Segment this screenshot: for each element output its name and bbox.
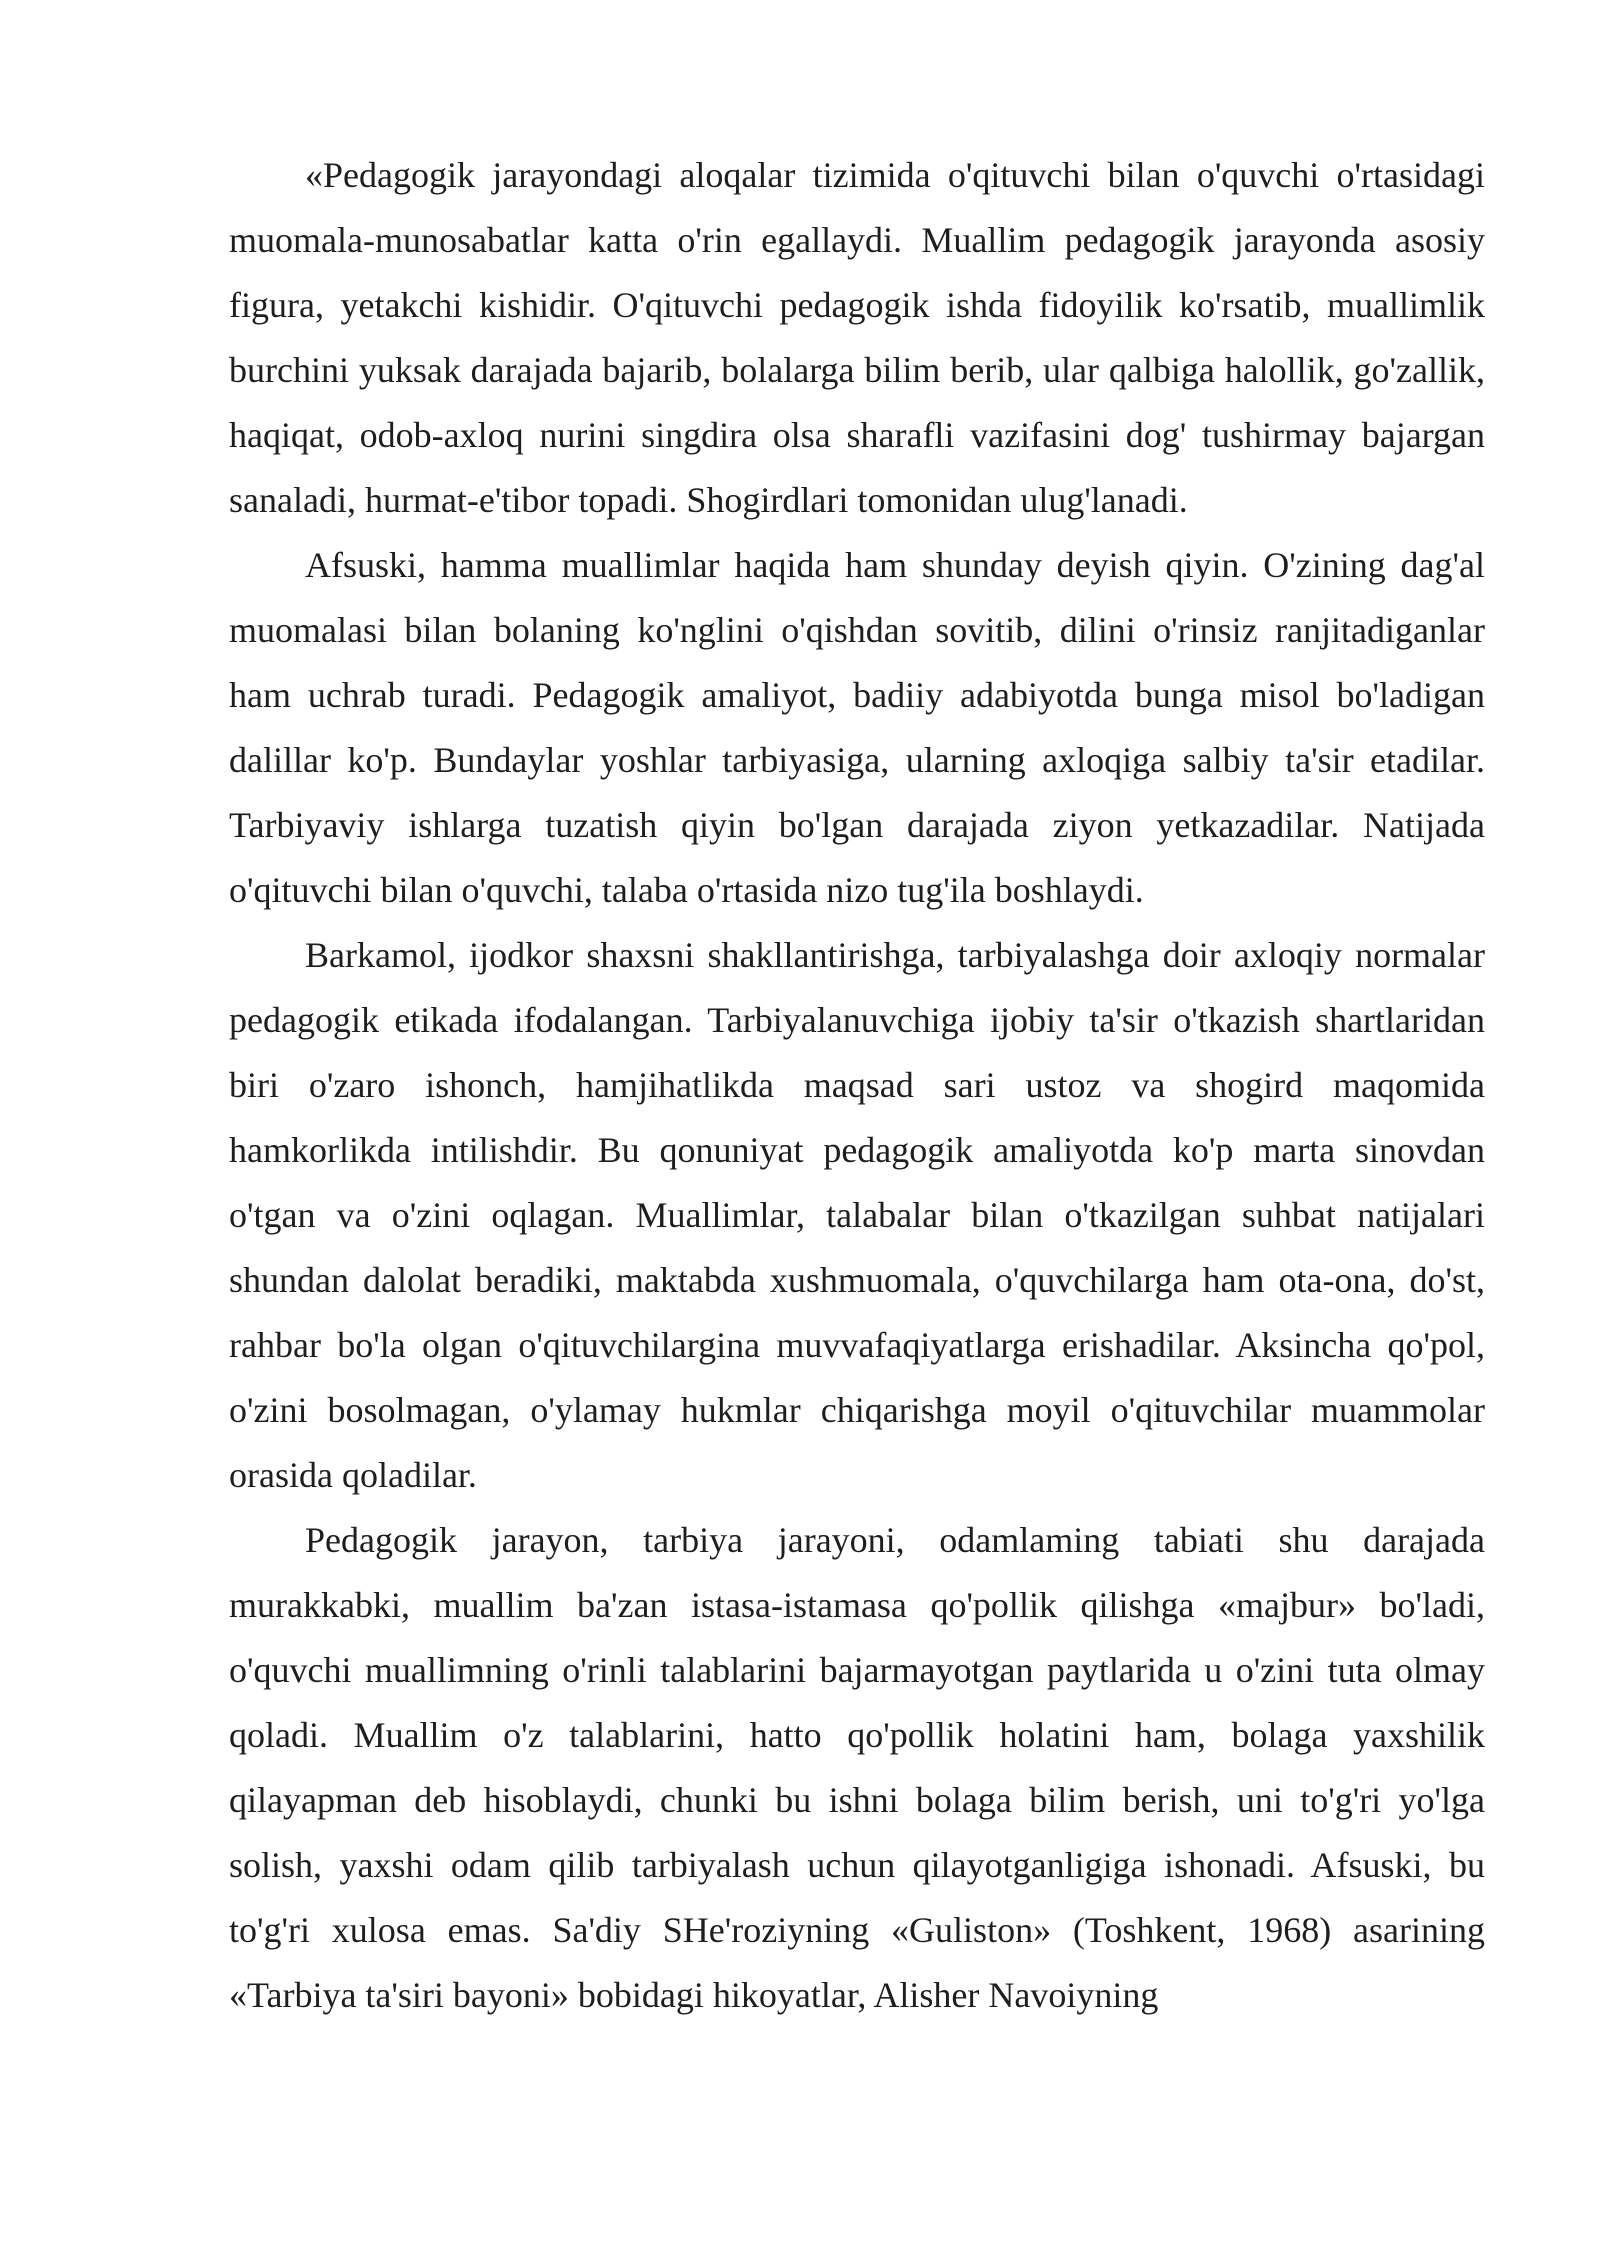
document-body bbox=[229, 143, 1485, 2028]
paragraph-2: Afsuski, hamma muallimlar haqida ham shunday deyish qiyin. O'zining dag'al muomalasi bilan bolaning ko'nglini o'qishdan sovitib, dilini o'rinsiz ranjitadiganlar ham uchrab turadi. Pedagogik amaliyot, badiiy adabiyotda bunga misol bo'ladigan dalillar ko'p. Bundaylar yoshlar tarbiyasiga, ularning axloqiga salbiy ta'sir etadilar. Tarbiyaviy ishlarga tuzatish qiyin bo'lgan darajada ziyon yetkazadilar. Natijada o'qituvchi bilan o'quvchi, talaba o'rtasida nizo tug'ila boshlaydi. bbox=[229, 545, 1485, 910]
paragraph-1: «Pedagogik jarayondagi aloqalar tizimida o'qituvchi bilan o'quvchi o'rtasidagi muomala-munosabatlar katta o'rin egallaydi. Muallim pedagogik jarayonda asosiy figura, yetakchi kishidir. O'qituvchi pedagogik ishda fidoyilik ko'rsatib, muallimlik burchini yuksak darajada bajarib, bolalarga bilim berib, ular qalbiga halollik, go'zallik, haqiqat, odob-axloq nurini singdira olsa sharafli vazifasini dog' tushirmay bajargan sanaladi, hurmat-e'tibor topadi. Shogirdlari tomonidan ulug'lanadi. bbox=[229, 155, 1485, 520]
paragraph-4: Pedagogik jarayon, tarbiya jarayoni, odamlaming tabiati shu darajada murakkabki, muallim ba'zan istasa-istamasa qo'pollik qilishga «majbur» bo'ladi, o'quvchi muallimning o'rinli talablarini bajarmayotgan paytlarida u o'zini tuta olmay qoladi. Muallim o'z talablarini, hatto qo'pollik holatini ham, bolaga yaxshilik qilayapman deb hisoblaydi, chunki bu ishni bolaga bilim berish, uni to'g'ri yo'lga solish, yaxshi odam qilib tarbiyalash uchun qilayotganligiga ishonadi. Afsuski, bu to'g'ri xulosa emas. Sa'diy SHe'roziyning «Guliston» (Toshkent, 1968) asarining «Tarbiya ta'siri bayoni» bobidagi hikoyatlar, Alisher Navoiyning bbox=[229, 1520, 1485, 2015]
paragraph-3: Barkamol, ijodkor shaxsni shakllantirishga, tarbiyalashga doir axloqiy normalar pedagogik etikada ifodalangan. Tarbiyalanuvchiga ijobiy ta'sir o'tkazish shartlaridan biri o'zaro ishonch, hamjihatlikda maqsad sari ustoz va shogird maqomida hamkorlikda intilishdir. Bu qonuniyat pedagogik amaliyotda ko'p marta sinovdan o'tgan va o'zini oqlagan. Muallimlar, talabalar bilan o'tkazilgan suhbat natijalari shundan dalolat beradiki, maktabda xushmuomala, o'quvchilarga ham ota-ona, do'st, rahbar bo'la olgan o'qituvchilargina muvvafaqiyatlarga erishadilar. Aksincha qo'pol, o'zini bosolmagan, o'ylamay hukmlar chiqarishga moyil o'qituvchilar muammolar orasida qoladilar. bbox=[229, 935, 1485, 1495]
